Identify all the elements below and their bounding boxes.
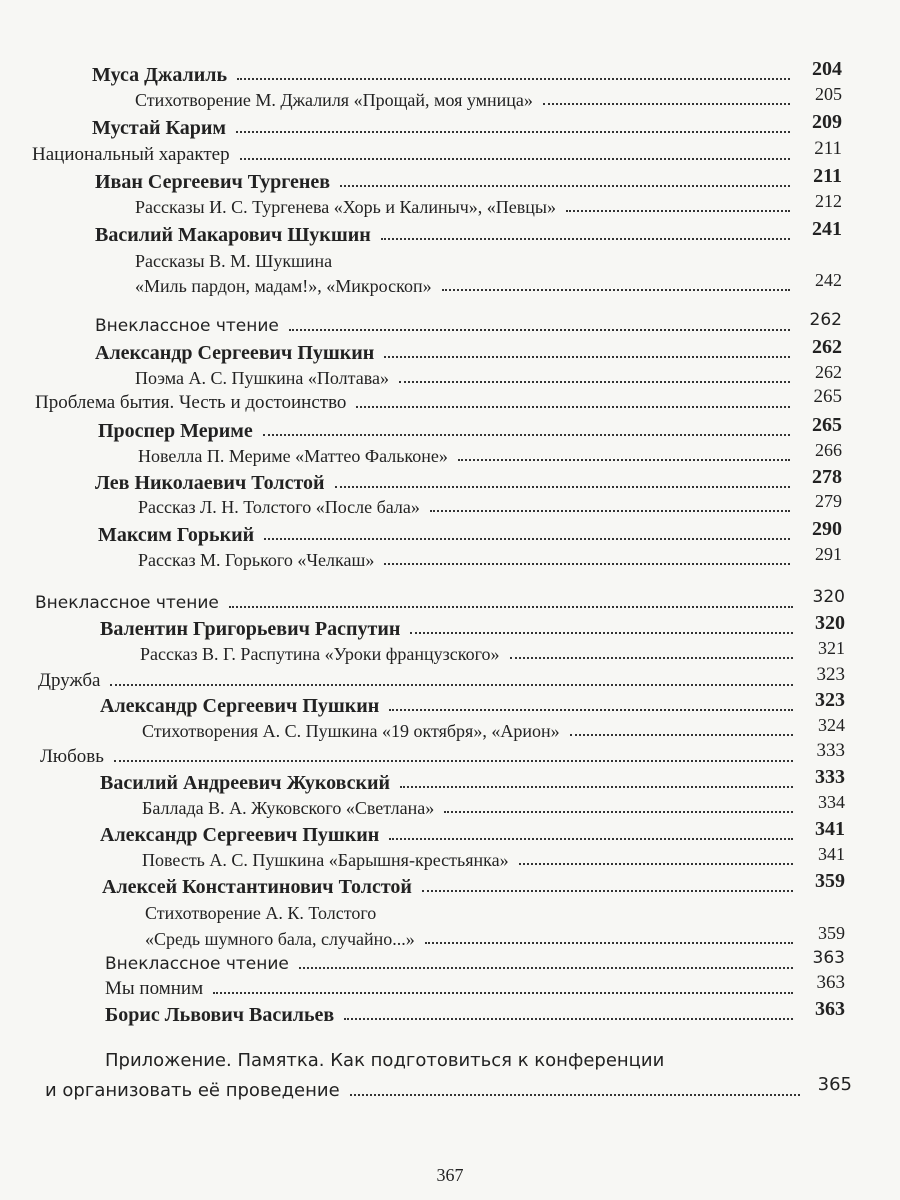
toc-entry-title: Стихотворения А. С. Пушкина «19 октября», «Арион» (142, 721, 560, 741)
toc-entry-title: Рассказы И. С. Тургенева «Хорь и Калиныч», «Певцы» (135, 197, 556, 217)
toc-entry-title: Дружба (38, 670, 101, 691)
toc-page-number: 359 (815, 870, 845, 892)
toc-entry-title: Мустай Карим (92, 117, 226, 139)
toc-entry (100, 612, 845, 640)
toc-entry-title: Александр Сергеевич Пушкин (100, 824, 380, 846)
toc-entry (98, 414, 842, 442)
leader-dots (229, 606, 793, 608)
toc-entry (138, 491, 842, 518)
toc-page-number: 323 (815, 689, 845, 711)
leader-dots (264, 538, 790, 540)
toc-entry (145, 923, 845, 950)
toc-entry (32, 138, 842, 166)
leader-dots (213, 992, 793, 994)
toc-page-number: 205 (815, 84, 842, 104)
toc-entry (142, 792, 845, 819)
leader-dots (384, 356, 790, 358)
toc-page-number: 365 (817, 1074, 852, 1095)
toc-entry-title: «Миль пардон, мадам!», «Микроскоп» (135, 276, 432, 296)
toc-entry-title: Рассказ В. Г. Распутина «Уроки французского» (140, 644, 500, 664)
toc-entry (102, 870, 845, 898)
leader-dots (110, 684, 793, 686)
leader-dots (410, 632, 793, 634)
toc-entry (142, 715, 845, 742)
toc-page-number: 265 (812, 414, 842, 436)
leader-dots (335, 486, 790, 488)
leader-dots (399, 381, 790, 383)
toc-entry (100, 818, 845, 846)
toc-entry (95, 165, 842, 193)
toc-entry (105, 972, 845, 1000)
toc-page-number: 266 (815, 440, 842, 460)
leader-dots (263, 434, 790, 436)
toc-page-number: 363 (816, 972, 845, 993)
toc-entry (105, 948, 845, 975)
toc-page-number: 211 (813, 165, 842, 187)
toc-entry (35, 386, 842, 414)
toc-entry-title: Александр Сергеевич Пушкин (95, 342, 375, 364)
toc-entry-prefix: Рассказы В. М. Шукшина (135, 251, 333, 271)
toc-entry (92, 58, 842, 86)
toc-entry-title: Алексей Константинович Толстой (102, 876, 412, 898)
toc-page-number: 333 (816, 740, 845, 761)
toc-entry-title: Баллада В. А. Жуковского «Светлана» (142, 798, 435, 818)
toc-entry (92, 111, 842, 139)
toc-entry-title: Проспер Мериме (98, 420, 253, 442)
toc-entry (135, 191, 842, 218)
toc-entry (105, 998, 845, 1026)
toc-page-number: 204 (812, 58, 842, 80)
leader-dots (422, 890, 793, 892)
leader-dots (350, 1094, 800, 1096)
toc-page-number: 211 (814, 138, 842, 159)
leader-dots (458, 459, 790, 461)
toc-entry-title: Повесть А. С. Пушкина «Барышня-крестьянка» (142, 850, 509, 870)
toc-entry (95, 336, 842, 364)
toc-page-number: 363 (812, 948, 845, 968)
leader-dots (240, 158, 790, 160)
leader-dots (389, 838, 793, 840)
toc-entry (95, 218, 842, 246)
toc-entry (135, 270, 842, 297)
toc-entry-title: Внеклассное чтение (95, 316, 279, 336)
toc-page-number: 321 (818, 638, 845, 658)
leader-dots (519, 863, 793, 865)
toc-entry-title: Василий Андреевич Жуковский (100, 772, 391, 794)
leader-dots (425, 942, 793, 944)
toc-entry (38, 664, 845, 692)
toc-entry-title: Поэма А. С. Пушкина «Полтава» (135, 368, 389, 388)
toc-page-number: 209 (812, 111, 842, 133)
leader-dots (356, 406, 790, 408)
toc-entry-title: Внеклассное чтение (105, 954, 289, 974)
toc-entry-title: Максим Горький (98, 524, 255, 546)
toc-entry-title: Стихотворение М. Джалиля «Прощай, моя умница» (135, 90, 533, 110)
leader-dots (430, 510, 790, 512)
toc-page-number: 290 (812, 518, 842, 540)
toc-entry-title: Василий Макарович Шукшин (95, 224, 371, 246)
toc-page-number: 320 (812, 587, 845, 607)
toc-entry (35, 587, 845, 614)
toc-page-number: 341 (815, 818, 845, 840)
toc-page-number: 323 (816, 664, 845, 685)
toc-entry (142, 844, 845, 871)
toc-entry-prefix: Приложение. Памятка. Как подготовиться к конференции (105, 1050, 665, 1071)
leader-dots (543, 103, 790, 105)
toc-entry-title: Проблема бытия. Честь и достоинство (35, 392, 347, 413)
leader-dots (570, 734, 793, 736)
toc-page-number: 241 (812, 218, 842, 240)
leader-dots (444, 811, 793, 813)
toc-page-number: 291 (815, 544, 842, 564)
toc-entry (100, 689, 845, 717)
leader-dots (384, 563, 790, 565)
leader-dots (289, 329, 790, 331)
toc-entry-title: Борис Львович Васильев (105, 1004, 335, 1026)
leader-dots (299, 967, 793, 969)
toc-page-number: 278 (812, 466, 842, 488)
toc-page-number: 212 (815, 191, 842, 211)
leader-dots (510, 657, 794, 659)
toc-entry-title: Александр Сергеевич Пушкин (100, 695, 380, 717)
toc-entry (98, 518, 842, 546)
toc-entry-title: Муса Джалиль (92, 64, 228, 86)
toc-page-number: 333 (815, 766, 845, 788)
toc-page-number: 359 (818, 923, 845, 943)
toc-entry (45, 1074, 852, 1102)
toc-entry (95, 466, 842, 494)
toc-entry (140, 638, 845, 665)
toc-entry-title: Валентин Григорьевич Распутин (100, 618, 401, 640)
toc-entry-title: Мы помним (105, 978, 204, 999)
toc-page-number: 262 (812, 336, 842, 358)
toc-page-number: 334 (818, 792, 845, 812)
toc-page-number: 262 (809, 310, 842, 330)
toc-page-number: 324 (818, 715, 845, 735)
toc-entry-title: и организовать её проведение (45, 1080, 340, 1101)
leader-dots (114, 760, 793, 762)
toc-entry (100, 766, 845, 794)
leader-dots (566, 210, 790, 212)
toc-entry-title: Рассказ Л. Н. Толстого «После бала» (138, 497, 420, 517)
leader-dots (381, 238, 790, 240)
leader-dots (340, 185, 790, 187)
leader-dots (344, 1018, 793, 1020)
toc-entry-prefix: Стихотворение А. К. Толстого (145, 903, 377, 923)
toc-page-number: 265 (813, 386, 842, 407)
toc-page-number: 279 (815, 491, 842, 511)
toc-entry-title: Иван Сергеевич Тургенев (95, 171, 331, 193)
toc-entry-title: Любовь (40, 746, 104, 767)
page-number: 367 (436, 1165, 464, 1185)
toc-entry (135, 84, 842, 111)
leader-dots (237, 78, 790, 80)
toc-entry (135, 362, 842, 389)
toc-entry-title: Лев Николаевич Толстой (95, 472, 325, 494)
leader-dots (442, 289, 790, 291)
toc-page-number: 242 (815, 270, 842, 290)
leader-dots (236, 131, 790, 133)
toc-entry-title: Внеклассное чтение (35, 593, 219, 613)
toc-entry-title: Новелла П. Мериме «Маттео Фальконе» (138, 446, 448, 466)
toc-entry (95, 310, 842, 337)
toc-entry-title: Национальный характер (32, 144, 230, 165)
leader-dots (389, 709, 793, 711)
toc-entry (40, 740, 845, 768)
toc-entry-title: «Средь шумного бала, случайно...» (145, 929, 415, 949)
toc-entry-title: Рассказ М. Горького «Челкаш» (138, 550, 375, 570)
toc-entry (138, 440, 842, 467)
toc-page-number: 262 (815, 362, 842, 382)
toc-page-number: 341 (818, 844, 845, 864)
toc-entry (138, 544, 842, 571)
toc-page-number: 320 (815, 612, 845, 634)
toc-page-number: 363 (815, 998, 845, 1020)
leader-dots (400, 786, 793, 788)
